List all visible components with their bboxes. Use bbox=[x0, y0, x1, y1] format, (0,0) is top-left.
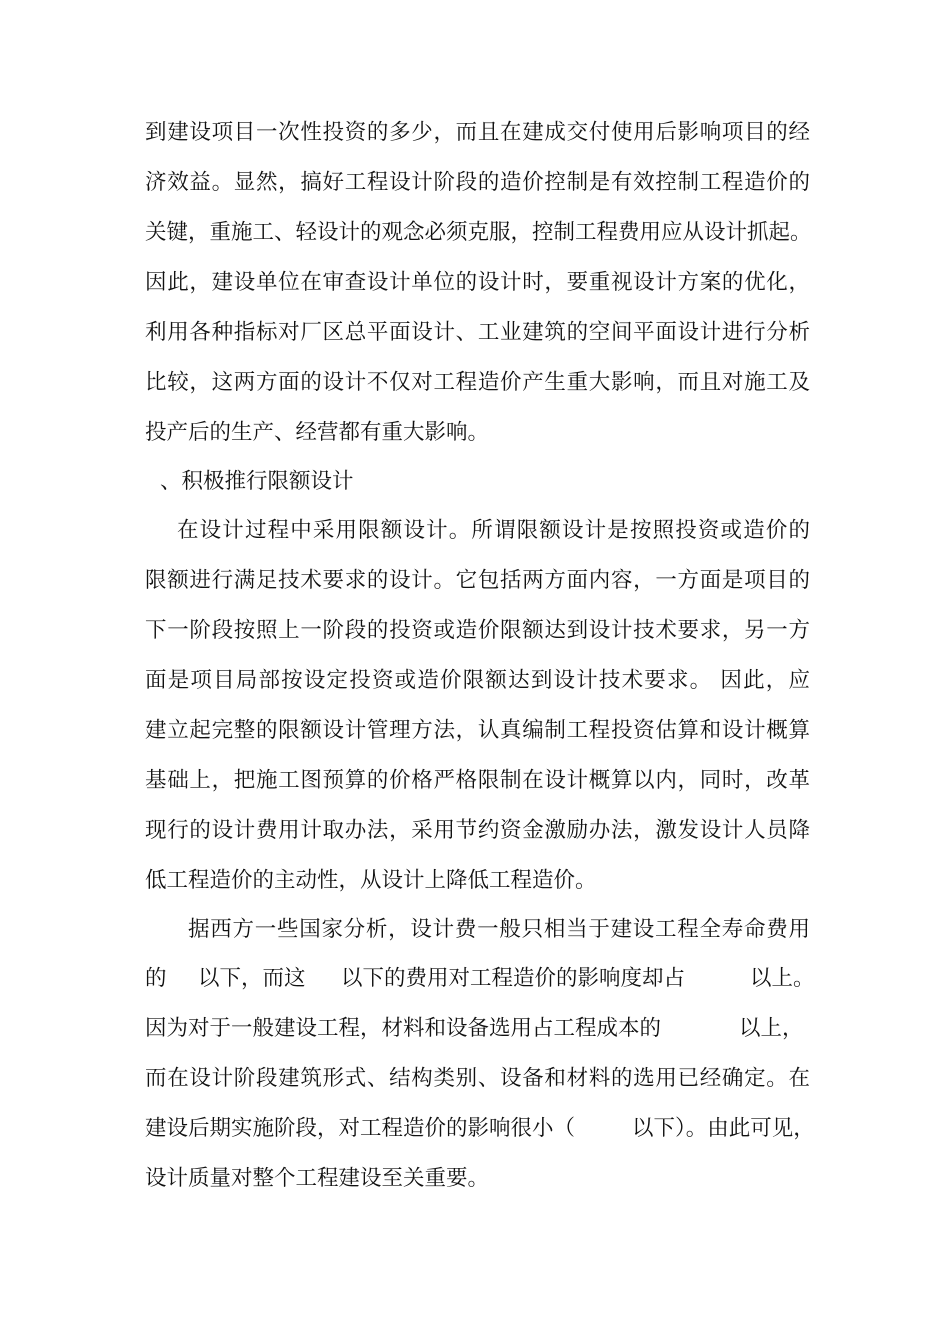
paragraph-3-line-2-part-2: 以下，而这 bbox=[198, 966, 306, 991]
paragraph-2-line-7: 现行的设计费用计取办法，采用节约资金激励办法，激发设计人员降 bbox=[145, 818, 810, 843]
paragraph-1-line-1: 到建设项目一次性投资的多少，而且在建成交付使用后影响项目的经 bbox=[145, 120, 810, 145]
paragraph-3-line-5-part-1: 建设后期实施阶段，对工程造价的影响很小（ bbox=[145, 1116, 576, 1141]
paragraph-3-line-2-part-1: 的 bbox=[145, 966, 167, 991]
paragraph-3-line-2-part-3: 以下的费用对工程造价的影响度却占 bbox=[341, 966, 686, 991]
paragraph-2-line-6: 基础上，把施工图预算的价格严格限制在设计概算以内，同时，改革 bbox=[145, 768, 810, 793]
paragraph-3-line-6: 设计质量对整个工程建设至关重要。 bbox=[145, 1166, 490, 1191]
paragraph-1-line-3: 关键，重施工、轻设计的观念必须克服，控制工程费用应从设计抓起。 bbox=[145, 220, 812, 245]
paragraph-3-line-3-part-1: 因为对于一般建设工程，材料和设备选用占工程成本的 bbox=[145, 1016, 662, 1041]
paragraph-2-line-8: 低工程造价的主动性，从设计上降低工程造价。 bbox=[145, 868, 597, 893]
paragraph-1-line-7: 投产后的生产、经营都有重大影响。 bbox=[145, 420, 490, 445]
paragraph-3-line-5-part-2: 以下）。由此可见， bbox=[632, 1116, 815, 1141]
paragraph-1-line-5: 利用各种指标对厂区总平面设计、工业建筑的空间平面设计进行分析 bbox=[145, 320, 810, 345]
paragraph-3-line-4: 而在设计阶段建筑形式、结构类别、设备和材料的选用已经确定。在 bbox=[145, 1066, 810, 1091]
paragraph-1-line-6: 比较，这两方面的设计不仅对工程造价产生重大影响，而且对施工及 bbox=[145, 370, 810, 395]
paragraph-2-line-5: 建立起完整的限额设计管理方法，认真编制工程投资估算和设计概算 bbox=[145, 718, 810, 743]
paragraph-1-line-4: 因此，建设单位在审查设计单位的设计时，要重视设计方案的优化， bbox=[145, 270, 810, 295]
paragraph-3-line-2-part-4: 以上。 bbox=[750, 966, 815, 991]
paragraph-2-line-3: 下一阶段按照上一阶段的投资或造价限额达到设计技术要求，另一方 bbox=[145, 618, 810, 643]
section-heading: 、积极推行限额设计 bbox=[160, 469, 354, 494]
paragraph-3-line-3-part-2: 以上， bbox=[739, 1016, 804, 1041]
paragraph-2-line-1: 在设计过程中采用限额设计。所谓限额设计是按照投资或造价的 bbox=[177, 518, 810, 543]
paragraph-1-line-2: 济效益。显然，搞好工程设计阶段的造价控制是有效控制工程造价的 bbox=[145, 170, 810, 195]
paragraph-2-line-4: 面是项目局部按设定投资或造价限额达到设计技术要求。 因此，应 bbox=[145, 668, 810, 693]
paragraph-2-line-2: 限额进行满足技术要求的设计。它包括两方面内容，一方面是项目的 bbox=[145, 568, 810, 593]
paragraph-3-line-1: 据西方一些国家分析，设计费一般只相当于建设工程全寿命费用 bbox=[188, 917, 810, 942]
